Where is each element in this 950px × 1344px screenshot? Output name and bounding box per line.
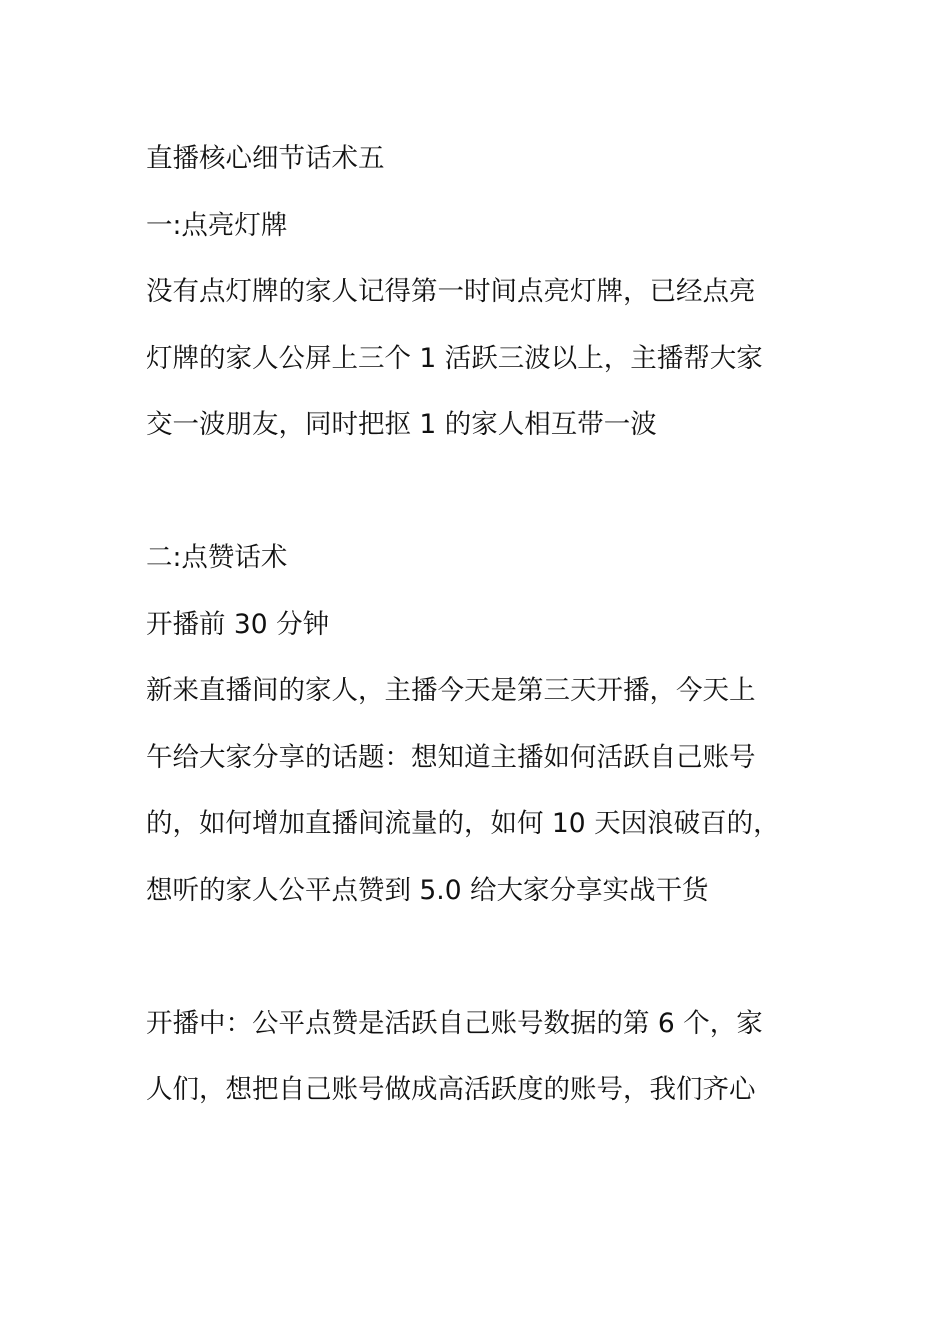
paragraph-line: 灯牌的家人公屏上三个 1 活跃三波以上，主播帮大家 bbox=[146, 342, 763, 374]
section-heading-1: 一:点亮灯牌 bbox=[146, 209, 288, 241]
paragraph-line: 交一波朋友，同时把抠 1 的家人相互带一波 bbox=[146, 409, 657, 440]
paragraph-line: 的，如何增加直播间流量的，如何 10 天因浪破百的， bbox=[146, 808, 780, 839]
document-title: 直播核心细节话术五 bbox=[146, 143, 385, 174]
paragraph-line: 想听的家人公平点赞到 5.0 给大家分享实战干货 bbox=[146, 874, 709, 906]
paragraph-line: 人们，想把自己账号做成高活跃度的账号，我们齐心 bbox=[146, 1074, 756, 1105]
paragraph-line: 新来直播间的家人，主播今天是第三天开播，今天上 bbox=[146, 675, 756, 706]
paragraph-line: 开播中：公平点赞是活跃自己账号数据的第 6 个，家 bbox=[146, 1007, 763, 1039]
paragraph-line: 没有点灯牌的家人记得第一时间点亮灯牌，已经点亮 bbox=[146, 276, 756, 307]
document-body bbox=[146, 126, 814, 1124]
paragraph-spacer bbox=[146, 924, 814, 991]
paragraph-spacer bbox=[146, 459, 814, 526]
section-heading-2: 二:点赞话术 bbox=[146, 542, 288, 573]
paragraph-line: 午给大家分享的话题：想知道主播如何活跃自己账号 bbox=[146, 741, 756, 773]
section-subheading: 开播前 30 分钟 bbox=[146, 608, 330, 640]
